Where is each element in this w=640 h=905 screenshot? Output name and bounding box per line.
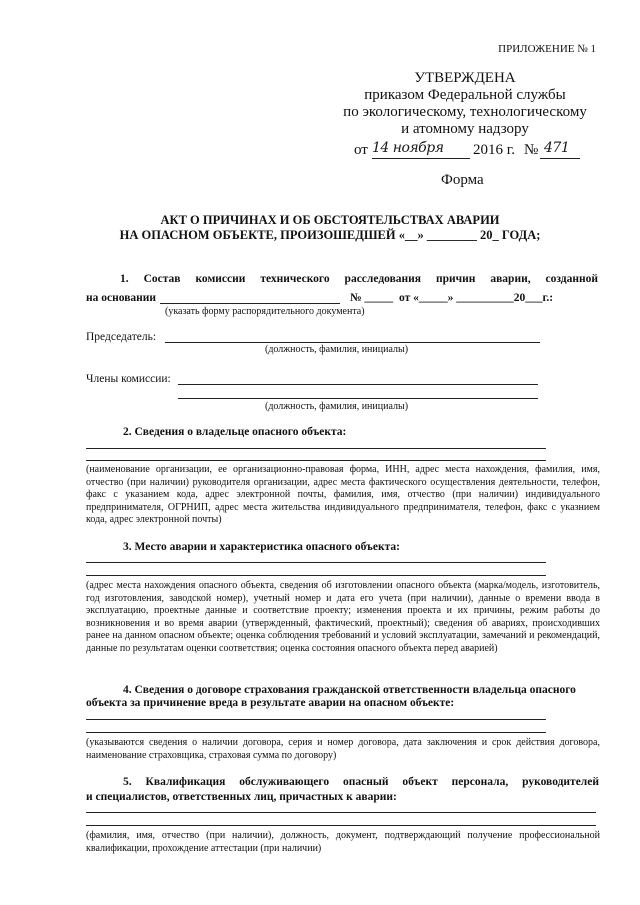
section5-hint: (фамилия, имя, отчество (при наличии), должность, документ, подтверждающий получение профессиональной квалификации, прохождение аттестации (при наличии) bbox=[86, 830, 600, 854]
members-label: Члены комиссии: bbox=[86, 373, 171, 385]
document-title bbox=[60, 213, 600, 243]
section1-heading: 1. Состав комиссии технического расследования причин аварии, созданной bbox=[120, 273, 598, 285]
section4-heading-line-2: объекта за причинение вреда в результате аварии на опасном объекте: bbox=[86, 697, 455, 709]
number-prefix: № bbox=[524, 142, 539, 158]
insurance-field-2[interactable] bbox=[86, 732, 546, 733]
number-handwritten: 471 bbox=[544, 140, 570, 156]
approval-line-3: и атомному надзору bbox=[401, 121, 529, 137]
date-year: 2016 г. bbox=[473, 142, 515, 158]
section5-heading-line-1: 5. Квалификация обслуживающего опасный объект персонала, руководителей bbox=[123, 776, 599, 788]
section3-hint: (адрес места нахождения опасного объекта, сведения об изготовлении опасного объекта (марка/модель, изготовитель, год изготовления, заводской номер), учетный номер и дата его учета (при наличии), данные о времени ввода в эксплуатацию, проектные данные и соответствие проекту; изменения проекта и их причины, режим работы до возникновения и во время аварии (утвержденный, фактический, проектный); сведения об авариях, происходивших ранее на данном опасном объекте; оценка соблюдения требований и условий эксплуатации, замечаний и рекомендаций, данные по результатам оценки соответствия; оценка состояния опасного объекта перед аварией) bbox=[86, 580, 600, 654]
qualification-field-1[interactable] bbox=[86, 812, 596, 813]
chair-field[interactable] bbox=[165, 342, 540, 343]
location-field-1[interactable] bbox=[86, 562, 546, 563]
chair-label: Председатель: bbox=[86, 331, 157, 343]
approval-line-1: приказом Федеральной службы bbox=[364, 87, 566, 103]
insurance-field-1[interactable] bbox=[86, 719, 546, 720]
members-field-2[interactable] bbox=[178, 398, 538, 399]
number-underline bbox=[540, 158, 580, 159]
location-field-2[interactable] bbox=[86, 575, 546, 576]
owner-field-2[interactable] bbox=[86, 460, 546, 461]
section2-heading: 2. Сведения о владельце опасного объекта: bbox=[123, 426, 347, 438]
appendix-label: ПРИЛОЖЕНИЕ № 1 bbox=[498, 43, 596, 55]
approval-line-2: по экологическому, технологическому bbox=[343, 104, 587, 120]
section3-heading: 3. Место аварии и характеристика опасного объекта: bbox=[123, 541, 400, 553]
members-field-1[interactable] bbox=[178, 384, 538, 385]
order-number-label: № _____ bbox=[350, 292, 394, 304]
owner-field-1[interactable] bbox=[86, 448, 546, 449]
section5-heading-line-2: и специалистов, ответственных лиц, причастных к аварии: bbox=[86, 791, 397, 803]
chair-hint: (должность, фамилия, инициалы) bbox=[265, 344, 409, 355]
qualification-field-2[interactable] bbox=[86, 825, 596, 826]
date-prefix: от bbox=[354, 142, 368, 158]
approval-date-line bbox=[354, 140, 614, 160]
order-date-label: от «_____» __________20___г.: bbox=[399, 292, 554, 304]
title-line-1: АКТ О ПРИЧИНАХ И ОБ ОБСТОЯТЕЛЬСТВАХ АВАРИИ bbox=[160, 213, 500, 227]
members-hint: (должность, фамилия, инициалы) bbox=[265, 401, 409, 412]
basis-hint: (указать форму распорядительного документа) bbox=[165, 306, 365, 317]
form-label: Форма bbox=[441, 172, 484, 188]
basis-field[interactable] bbox=[160, 303, 340, 304]
approval-block bbox=[330, 70, 600, 138]
basis-label: на основании bbox=[86, 292, 157, 304]
title-line-2: НА ОПАСНОМ ОБЪЕКТЕ, ПРОИЗОШЕДШЕЙ «__» ________ 20_ ГОДА; bbox=[119, 228, 541, 242]
date-underline bbox=[372, 158, 470, 159]
section4-hint: (указываются сведения о наличии договора, серия и номер договора, дата заключения и срок действия договора, наименование страховщика, страховая сумма по договору) bbox=[86, 737, 600, 761]
approval-title: УТВЕРЖДЕНА bbox=[414, 70, 516, 86]
date-handwritten: 14 ноября bbox=[372, 140, 444, 156]
section4-heading-line-1: 4. Сведения о договоре страхования гражданской ответственности владельца опасного bbox=[123, 684, 576, 696]
section2-hint: (наименование организации, ее организационно-правовая форма, ИНН, адрес места нахождения, фамилия, имя, отчество (при наличии) руководителя организации, адрес места фактического осуществления деятельности, телефон, факс с указанием кода, адрес электронной почты, фамилия, имя, отчество (при наличии) индивидуального предпринимателя, ОГРНИП, адрес места жительства индивидуального предпринимателя, телефон, факс с указнием кода, адрес электронной почты) bbox=[86, 464, 600, 525]
